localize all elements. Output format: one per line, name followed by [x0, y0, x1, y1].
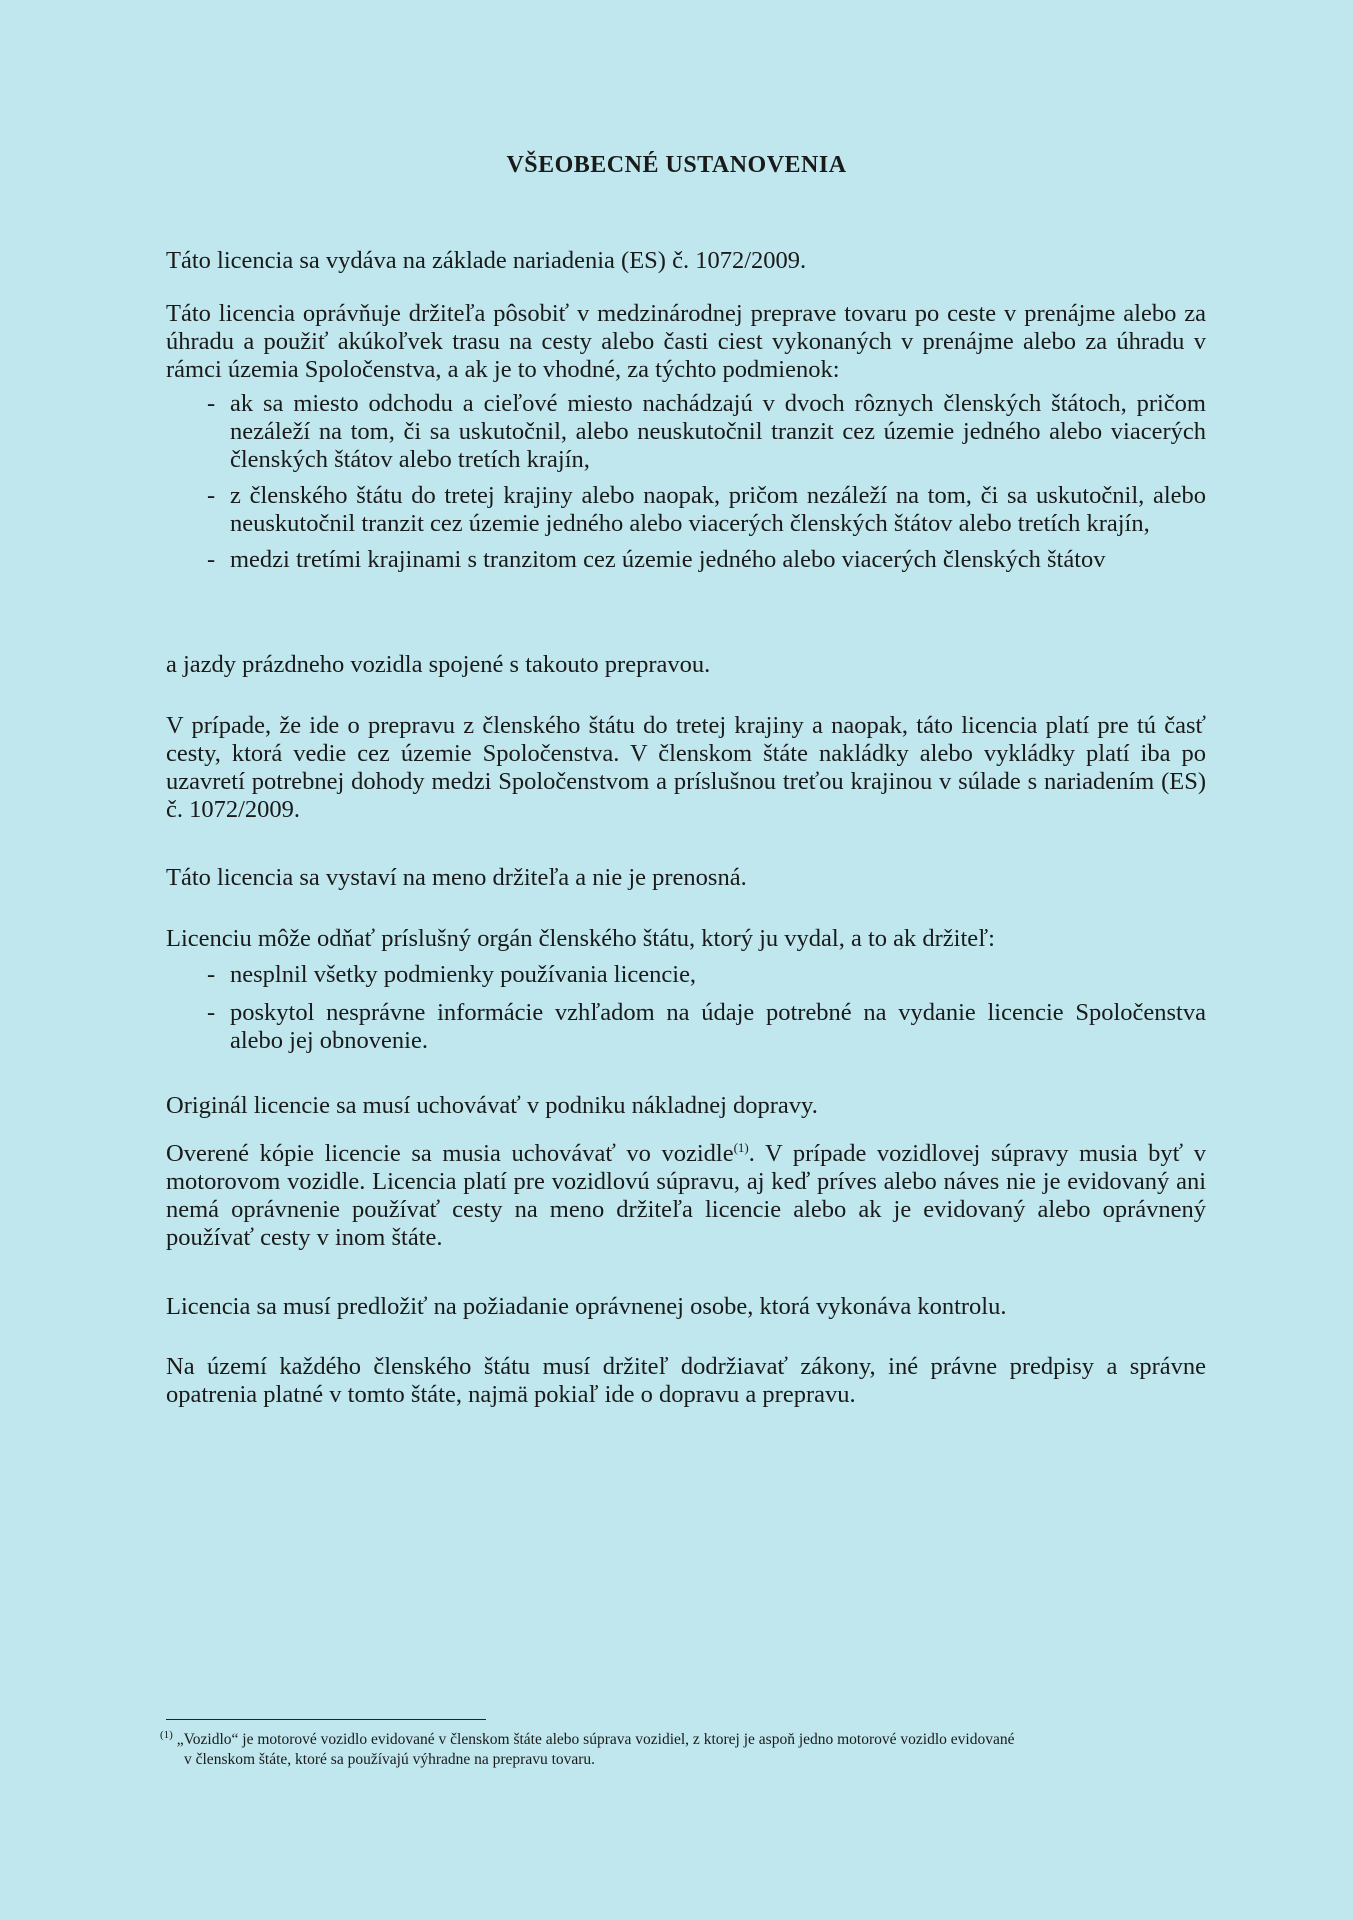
- footnote: [160, 1730, 1206, 1770]
- list-item: [166, 482, 1206, 538]
- paragraph-compliance: [166, 1353, 1206, 1409]
- paragraph-text-part: . V prípade vozidlovej súpravy musia byť v motorovom vozidle. Licencia platí pre vozidlovú súpravu, aj keď príves alebo náves nie je evidovaný ani nemá oprávnenie používať cesty na meno držiteľa licencie alebo ak je evidovaný alebo oprávnený používať cesty v inom štáte.: [166, 1140, 1206, 1251]
- paragraph-legal-basis: [166, 247, 1206, 275]
- list-item: [166, 961, 1206, 989]
- list-item: [166, 390, 1206, 474]
- list-item-text: z členského štátu do tretej krajiny alebo naopak, pričom nezáleží na tom, či sa uskutočnil, alebo neuskutočnil tranzit cez územie jedného alebo viacerých členských štátov alebo tretích krajín,: [230, 482, 1206, 537]
- paragraph-authorization: [166, 300, 1206, 574]
- list-item: [166, 999, 1206, 1055]
- paragraph-text: [166, 1140, 1206, 1252]
- paragraph-text: Licencia sa musí predložiť na požiadanie oprávnenej osobe, ktorá vykonáva kontrolu.: [166, 1293, 1007, 1320]
- conditions-list: [166, 390, 1206, 574]
- list-item-text: nesplnil všetky podmienky používania licencie,: [230, 961, 697, 988]
- paragraph-text: Táto licencia sa vydáva na základe nariadenia (ES) č. 1072/2009.: [166, 247, 807, 274]
- list-dash: -: [207, 961, 216, 988]
- paragraph-third-country: [166, 712, 1206, 824]
- footnote-text: „Vozidlo“ je motorové vozidlo evidované v členskom štáte alebo súprava vozidiel, z ktorej je aspoň jedno motorové vozidlo evidované: [176, 1731, 1015, 1748]
- paragraph-text: a jazdy prázdneho vozidla spojené s takouto prepravou.: [166, 651, 711, 678]
- withdrawal-list: [166, 961, 1206, 1055]
- list-dash: -: [207, 546, 216, 573]
- footnote-divider: [166, 1719, 486, 1720]
- footnote-marker: (1): [160, 1728, 173, 1741]
- list-item-text: medzi tretími krajinami s tranzitom cez územie jedného alebo viacerých členských štátov: [230, 546, 1106, 573]
- paragraph-certified-copies: [166, 1140, 1206, 1252]
- paragraph-text: Táto licencia oprávňuje držiteľa pôsobiť v medzinárodnej preprave tovaru po ceste v prenájme alebo za úhradu a použiť akúkoľvek trasu na cesty alebo časti ciest vykonaných v prenájme alebo za úhradu v rámci územia Spoločenstva, a ak je to vhodné, za týchto podmienok:: [166, 300, 1206, 383]
- paragraph-text: Na území každého členského štátu musí držiteľ dodržiavať zákony, iné právne predpisy a správne opatrenia platné v tomto štáte, najmä pokiaľ ide o dopravu a prepravu.: [166, 1353, 1206, 1408]
- paragraph-original: [166, 1092, 1206, 1120]
- list-dash: -: [207, 482, 216, 509]
- paragraph-text: V prípade, že ide o prepravu z členského štátu do tretej krajiny a naopak, táto licencia platí pre tú časť cesty, ktorá vedie cez územie Spoločenstva. V členskom štáte nakládky alebo vykládky platí iba po uzavretí potrebnej dohody medzi Spoločenstvom a príslušnou treťou krajinou v súlade s nariadením (ES) č. 1072/2009.: [166, 712, 1206, 823]
- footnote-line: [160, 1730, 1206, 1750]
- paragraph-text: Licenciu môže odňať príslušný orgán členského štátu, ktorý ju vydal, a to ak držiteľ:: [166, 925, 995, 952]
- list-dash: -: [207, 999, 216, 1026]
- list-item-text: poskytol nesprávne informácie vzhľadom na údaje potrebné na vydanie licencie Spoločenstva alebo jej obnovenie.: [230, 999, 1206, 1054]
- paragraph-withdrawal: [166, 925, 1206, 1055]
- list-item-text: ak sa miesto odchodu a cieľové miesto nachádzajú v dvoch rôznych členských štátoch, pričom nezáleží na tom, či sa uskutočnil, alebo neuskutočnil tranzit cez územie jedného alebo viacerých členských štátov alebo tretích krajín,: [230, 390, 1206, 473]
- paragraph-text: Originál licencie sa musí uchovávať v podniku nákladnej dopravy.: [166, 1092, 818, 1119]
- footnote-reference: (1): [733, 1139, 749, 1155]
- paragraph-text: Táto licencia sa vystaví na meno držiteľa a nie je prenosná.: [166, 864, 747, 891]
- footnote-line: v členskom štáte, ktoré sa používajú výhradne na prepravu tovaru.: [184, 1751, 596, 1768]
- list-item: [166, 546, 1206, 574]
- list-dash: -: [207, 390, 216, 417]
- page-title: VŠEOBECNÉ USTANOVENIA: [506, 152, 847, 178]
- paragraph-empty-runs: [166, 651, 1206, 679]
- paragraph-inspection: [166, 1293, 1206, 1321]
- paragraph-non-transferable: [166, 864, 1206, 892]
- paragraph-text-part: Overené kópie licencie sa musia uchovávať vo vozidle: [166, 1140, 734, 1167]
